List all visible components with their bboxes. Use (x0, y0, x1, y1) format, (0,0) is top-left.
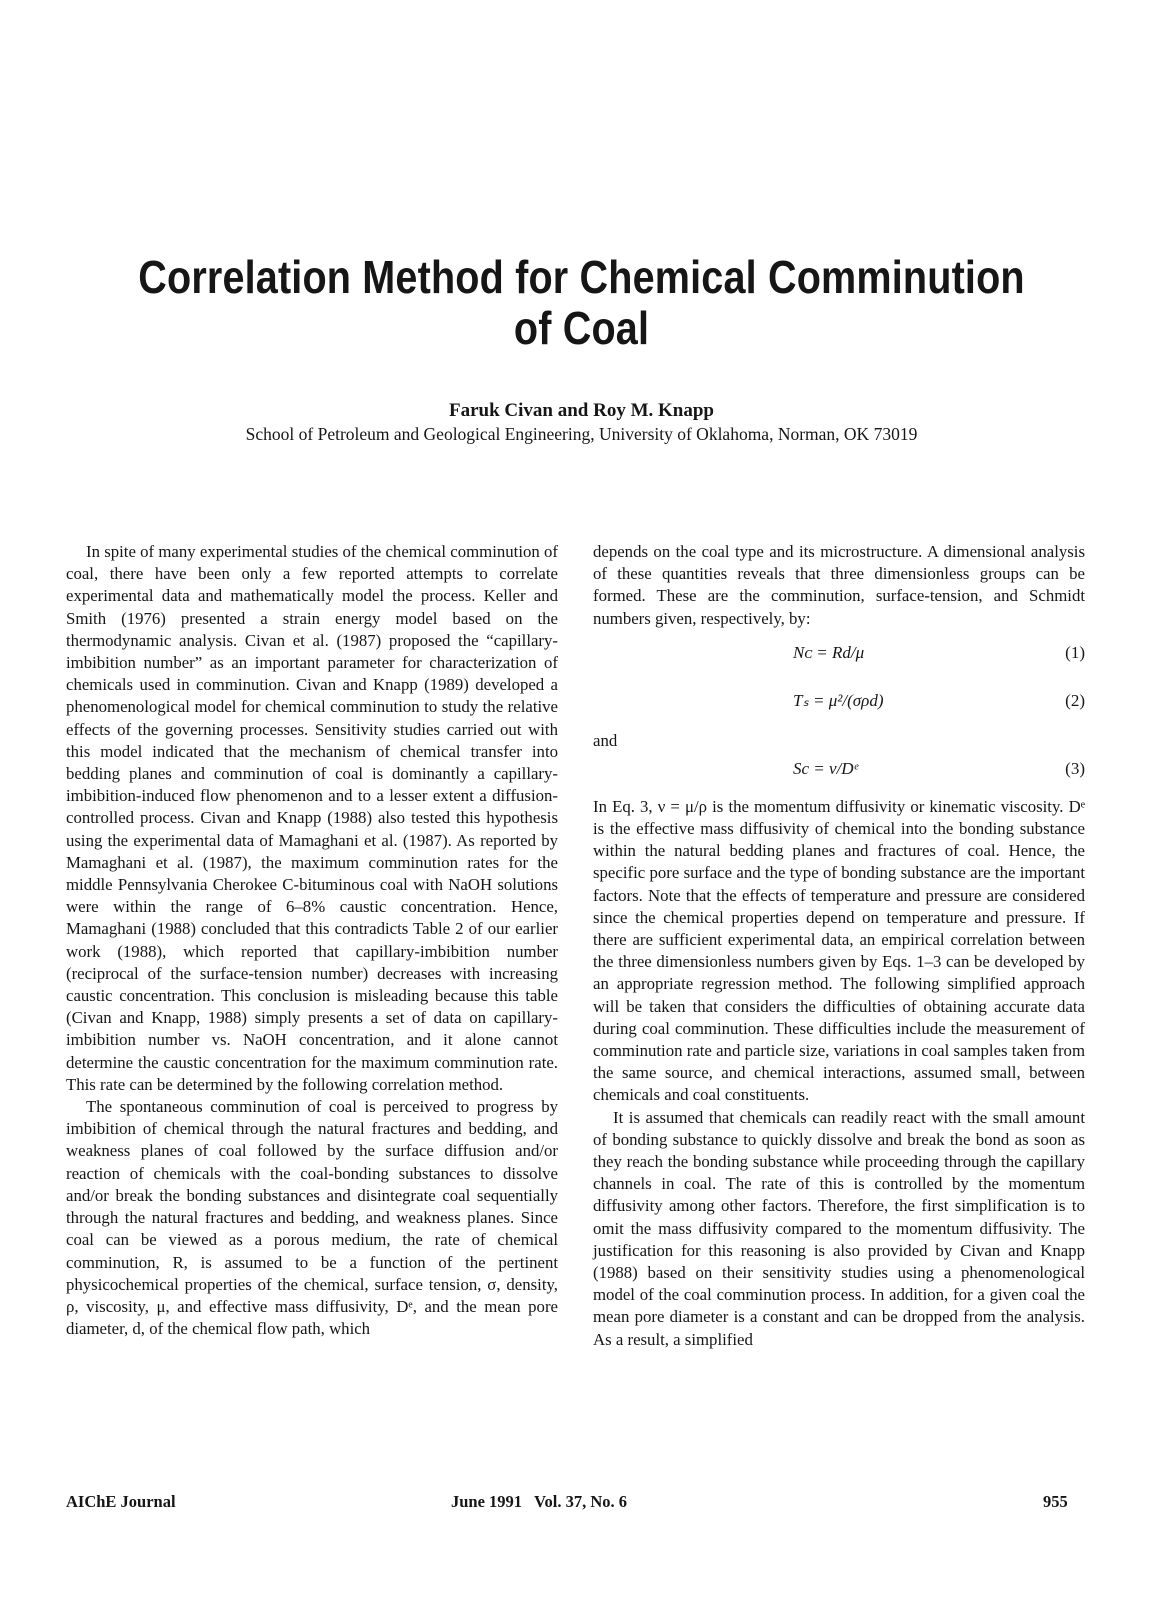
paragraph: It is assumed that chemicals can readily react with the small amount of bonding substance to quickly dissolve and break the bond as soon as they reach the bonding substance while proceeding through the capillary channels in coal. The rate of this is controlled by the momentum diffusivity among other factors. Therefore, the first simplification is to omit the mass diffusivity compared to the momentum diffusivity. The justification for this reasoning is also provided by Civan and Knapp (1988) based on their sensitivity studies using a phenomenological model of the coal comminution process. In addition, for a given coal the mean pore diameter is a constant and can be dropped from the analysis. As a result, a simplified (593, 1107, 1085, 1349)
paragraph: In Eq. 3, ν = μ/ρ is the momentum diffusivity or kinematic viscosity. Dᵉ is the effective mass diffusivity of chemical into the bonding substance within the natural bedding planes and fractures of coal. Hence, the specific pore surface and the type of bonding substance are the important factors. Note that the effects of temperature and pressure are considered since the chemical properties depend on temperature and pressure. If there are sufficient experimental data, an empirical correlation between the three dimensionless numbers given by Eqs. 1–3 can be developed by an appropriate regression method. The following simplified approach will be taken that considers the difficulties of obtaining accurate data during coal comminution. These difficulties include the measurement of comminution rate and particle size, variations in coal samples taken from the same source, and chemical interactions, assumed small, between chemicals and coal constituents. (593, 796, 1085, 1105)
footer-page-number: 955 (1043, 1492, 1068, 1511)
equation-number: (3) (1065, 758, 1085, 778)
equation-expression: Sc = ν/Dᵉ (793, 758, 859, 778)
equation-number: (2) (1065, 690, 1085, 710)
equation-number: (1) (1065, 642, 1085, 662)
paragraph: In spite of many experimental studies of the chemical comminution of coal, there have been only a few reported attempts to correlate experimental data and mathematically model the process. Keller and Smith (1976) presented a strain energy model based on the thermodynamic analysis. Civan et al. (1987) proposed the “capillary-imbibition number” as an important parameter for characterization of chemicals used in comminution. Civan and Knapp (1989) developed a phenomenological model for chemical comminution to study the relative effects of the governing processes. Sensitivity studies carried out with this model indicated that the mechanism of chemical transfer into bedding planes and comminution of coal is dominantly a capillary-imbibition-induced flow phenomenon and to a lesser extent a diffusion-controlled process. Civan and Knapp (1988) also tested this hypothesis using the experimental data of Mamaghani et al. (1987). As reported by Mamaghani et al. (1987), the maximum comminution rates for the middle Pennsylvania Cherokee C-bituminous coal with NaOH solutions were within the range of 6–8% caustic concentration. Hence, Mamaghani (1988) concluded that this contradicts Table 2 of our earlier work (1988), which reported that capillary-imbibition number (reciprocal of the surface-tension number) decreases with increasing caustic concentration. This conclusion is misleading because this table (Civan and Knapp, 1988) simply presents a set of data on capillary-imbibition number vs. NaOH concentration, and it alone cannot determine the caustic concentration for the maximum comminution rate. This rate can be determined by the following correlation method. (66, 542, 558, 1094)
equation-3 (593, 756, 1085, 796)
equation-expression: Nᴄ = Rd/μ (793, 642, 865, 662)
equation-expression: Tₛ = μ²/(σρd) (793, 690, 884, 710)
right-column (593, 541, 1085, 1351)
connector-text: and (593, 730, 618, 750)
paragraph: The spontaneous comminution of coal is perceived to progress by imbibition of chemical through the natural fractures and bedding, and weakness planes of coal followed by the surface diffusion and/or reaction of chemicals with the coal-bonding substances to dissolve and/or break the bonding substances and disintegrate coal sequentially through the natural fractures and bedding, and weakness planes. Since coal can be viewed as a porous medium, the rate of chemical comminution, R, is assumed to be a function of the pertinent physicochemical properties of the chemical, surface tension, σ, density, ρ, viscosity, μ, and effective mass diffusivity, Dᵉ, and the mean pore diameter, d, of the chemical flow path, which (66, 1097, 558, 1339)
equation-1 (593, 630, 1085, 678)
paragraph: depends on the coal type and its microstructure. A dimensional analysis of these quantities reveals that three dimensionless groups can be formed. These are the comminution, surface-tension, and Schmidt numbers given, respectively, by: (593, 542, 1085, 628)
left-column (66, 541, 558, 1340)
footer-issue: June 1991 Vol. 37, No. 6 (451, 1492, 628, 1511)
equation-2 (593, 678, 1085, 726)
author-affiliation: School of Petroleum and Geological Engineering, University of Oklahoma, Norman, OK 73019 (245, 424, 918, 444)
author-names: Faruk Civan and Roy M. Knapp (448, 400, 714, 421)
footer-journal: AIChE Journal (66, 1492, 176, 1511)
article-title: Correlation Method for Chemical Comminution of Coal (138, 251, 1025, 354)
